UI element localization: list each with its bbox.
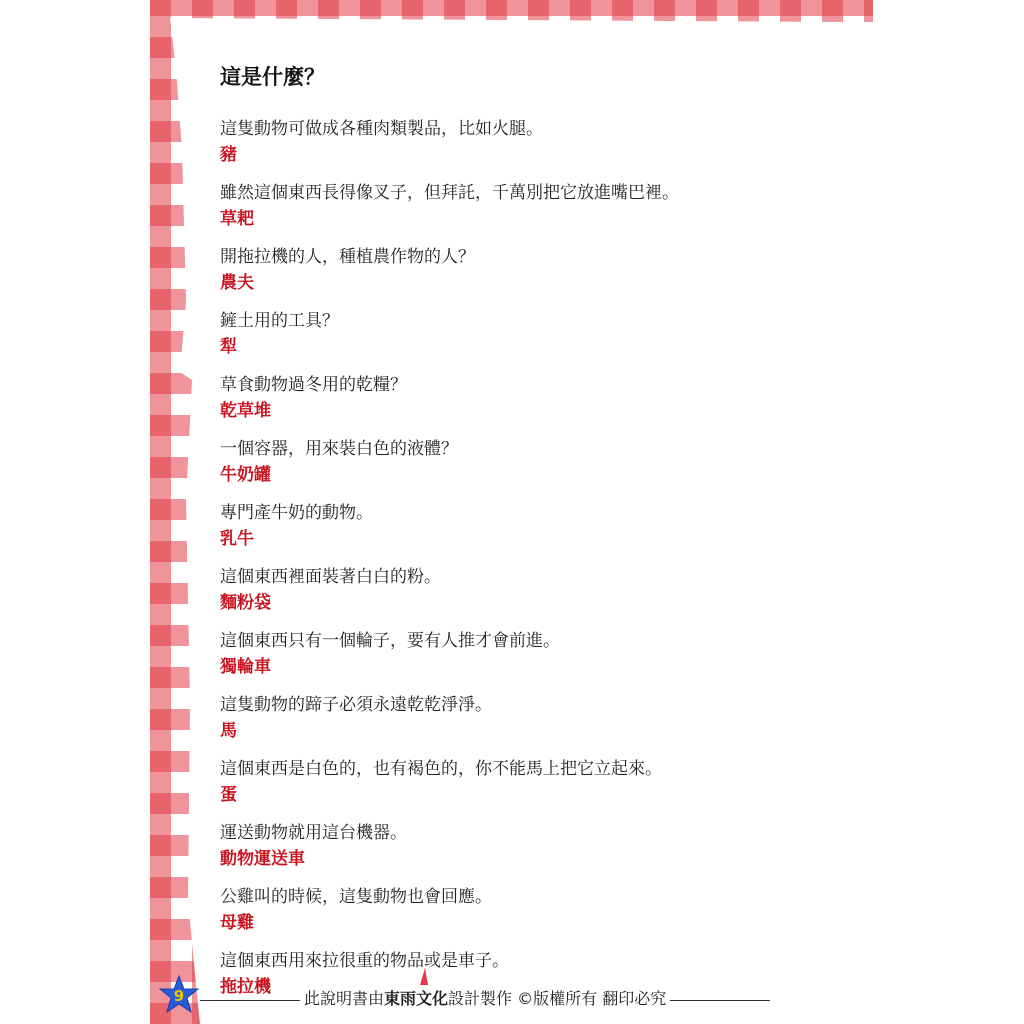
question-text: 雖然這個東西長得像叉子，但拜託，千萬別把它放進嘴巴裡。 [220, 183, 679, 203]
question-text: 這個東西只有一個輪子，要有人推才會前進。 [220, 631, 560, 651]
question-text: 草食動物過冬用的乾糧？ [220, 375, 407, 395]
qa-item [220, 628, 820, 692]
qa-item [220, 756, 820, 820]
answer-text: 牛奶罐 [220, 465, 271, 485]
question-text: 專門產牛奶的動物。 [220, 503, 373, 523]
answer-text: 母雞 [220, 913, 254, 933]
qa-item [220, 180, 820, 244]
qa-item [220, 372, 820, 436]
answer-text: 農夫 [220, 273, 254, 293]
answer-text: 獨輪車 [220, 657, 271, 677]
question-text: 這隻動物可做成各種肉類製品，比如火腿。 [220, 119, 543, 139]
qa-item [220, 564, 820, 628]
question-text: 鏟土用的工具？ [220, 311, 339, 331]
qa-item [220, 244, 820, 308]
question-text: 一個容器，用來裝白色的液體？ [220, 439, 458, 459]
qa-item [220, 692, 820, 756]
answer-text: 蛋 [220, 785, 237, 805]
page-title: 這是什麼？ [220, 65, 325, 89]
answer-text: 犁 [220, 337, 237, 357]
question-text: 這隻動物的蹄子必須永遠乾乾淨淨。 [220, 695, 492, 715]
qa-item [220, 500, 820, 564]
qa-item [220, 884, 820, 948]
page-number: 9 [173, 987, 185, 1005]
footer-credit [300, 986, 670, 1009]
answer-text: 動物運送車 [220, 849, 305, 869]
answer-text: 草耙 [220, 209, 254, 229]
answer-text: 乳牛 [220, 529, 254, 549]
qa-item [220, 308, 820, 372]
footer-prefix: 此說明書由 [304, 989, 385, 1008]
page-number-badge [158, 974, 200, 1016]
quiz-content [220, 60, 820, 1012]
footer-brand: 東雨文化 [384, 989, 449, 1008]
answer-text: 豬 [220, 145, 237, 165]
question-text: 開拖拉機的人，種植農作物的人？ [220, 247, 475, 267]
question-text: 這個東西裡面裝著白白的粉。 [220, 567, 441, 587]
question-text: 公雞叫的時候，這隻動物也會回應。 [220, 887, 492, 907]
answer-text: 乾草堆 [220, 401, 271, 421]
qa-list [220, 116, 820, 1012]
qa-item [220, 116, 820, 180]
answer-text: 拖拉機 [220, 977, 271, 997]
qa-item [220, 436, 820, 500]
qa-item [220, 820, 820, 884]
question-text: 這個東西是白色的，也有褐色的，你不能馬上把它立起來。 [220, 759, 662, 779]
answer-text: 馬 [220, 721, 237, 741]
footer-suffix: 設計製作 ©版權所有 翻印必究 [448, 989, 667, 1008]
answer-text: 麵粉袋 [220, 593, 271, 613]
question-text: 運送動物就用這台機器。 [220, 823, 407, 843]
question-text: 這個東西用來拉很重的物品或是車子。 [220, 951, 509, 971]
